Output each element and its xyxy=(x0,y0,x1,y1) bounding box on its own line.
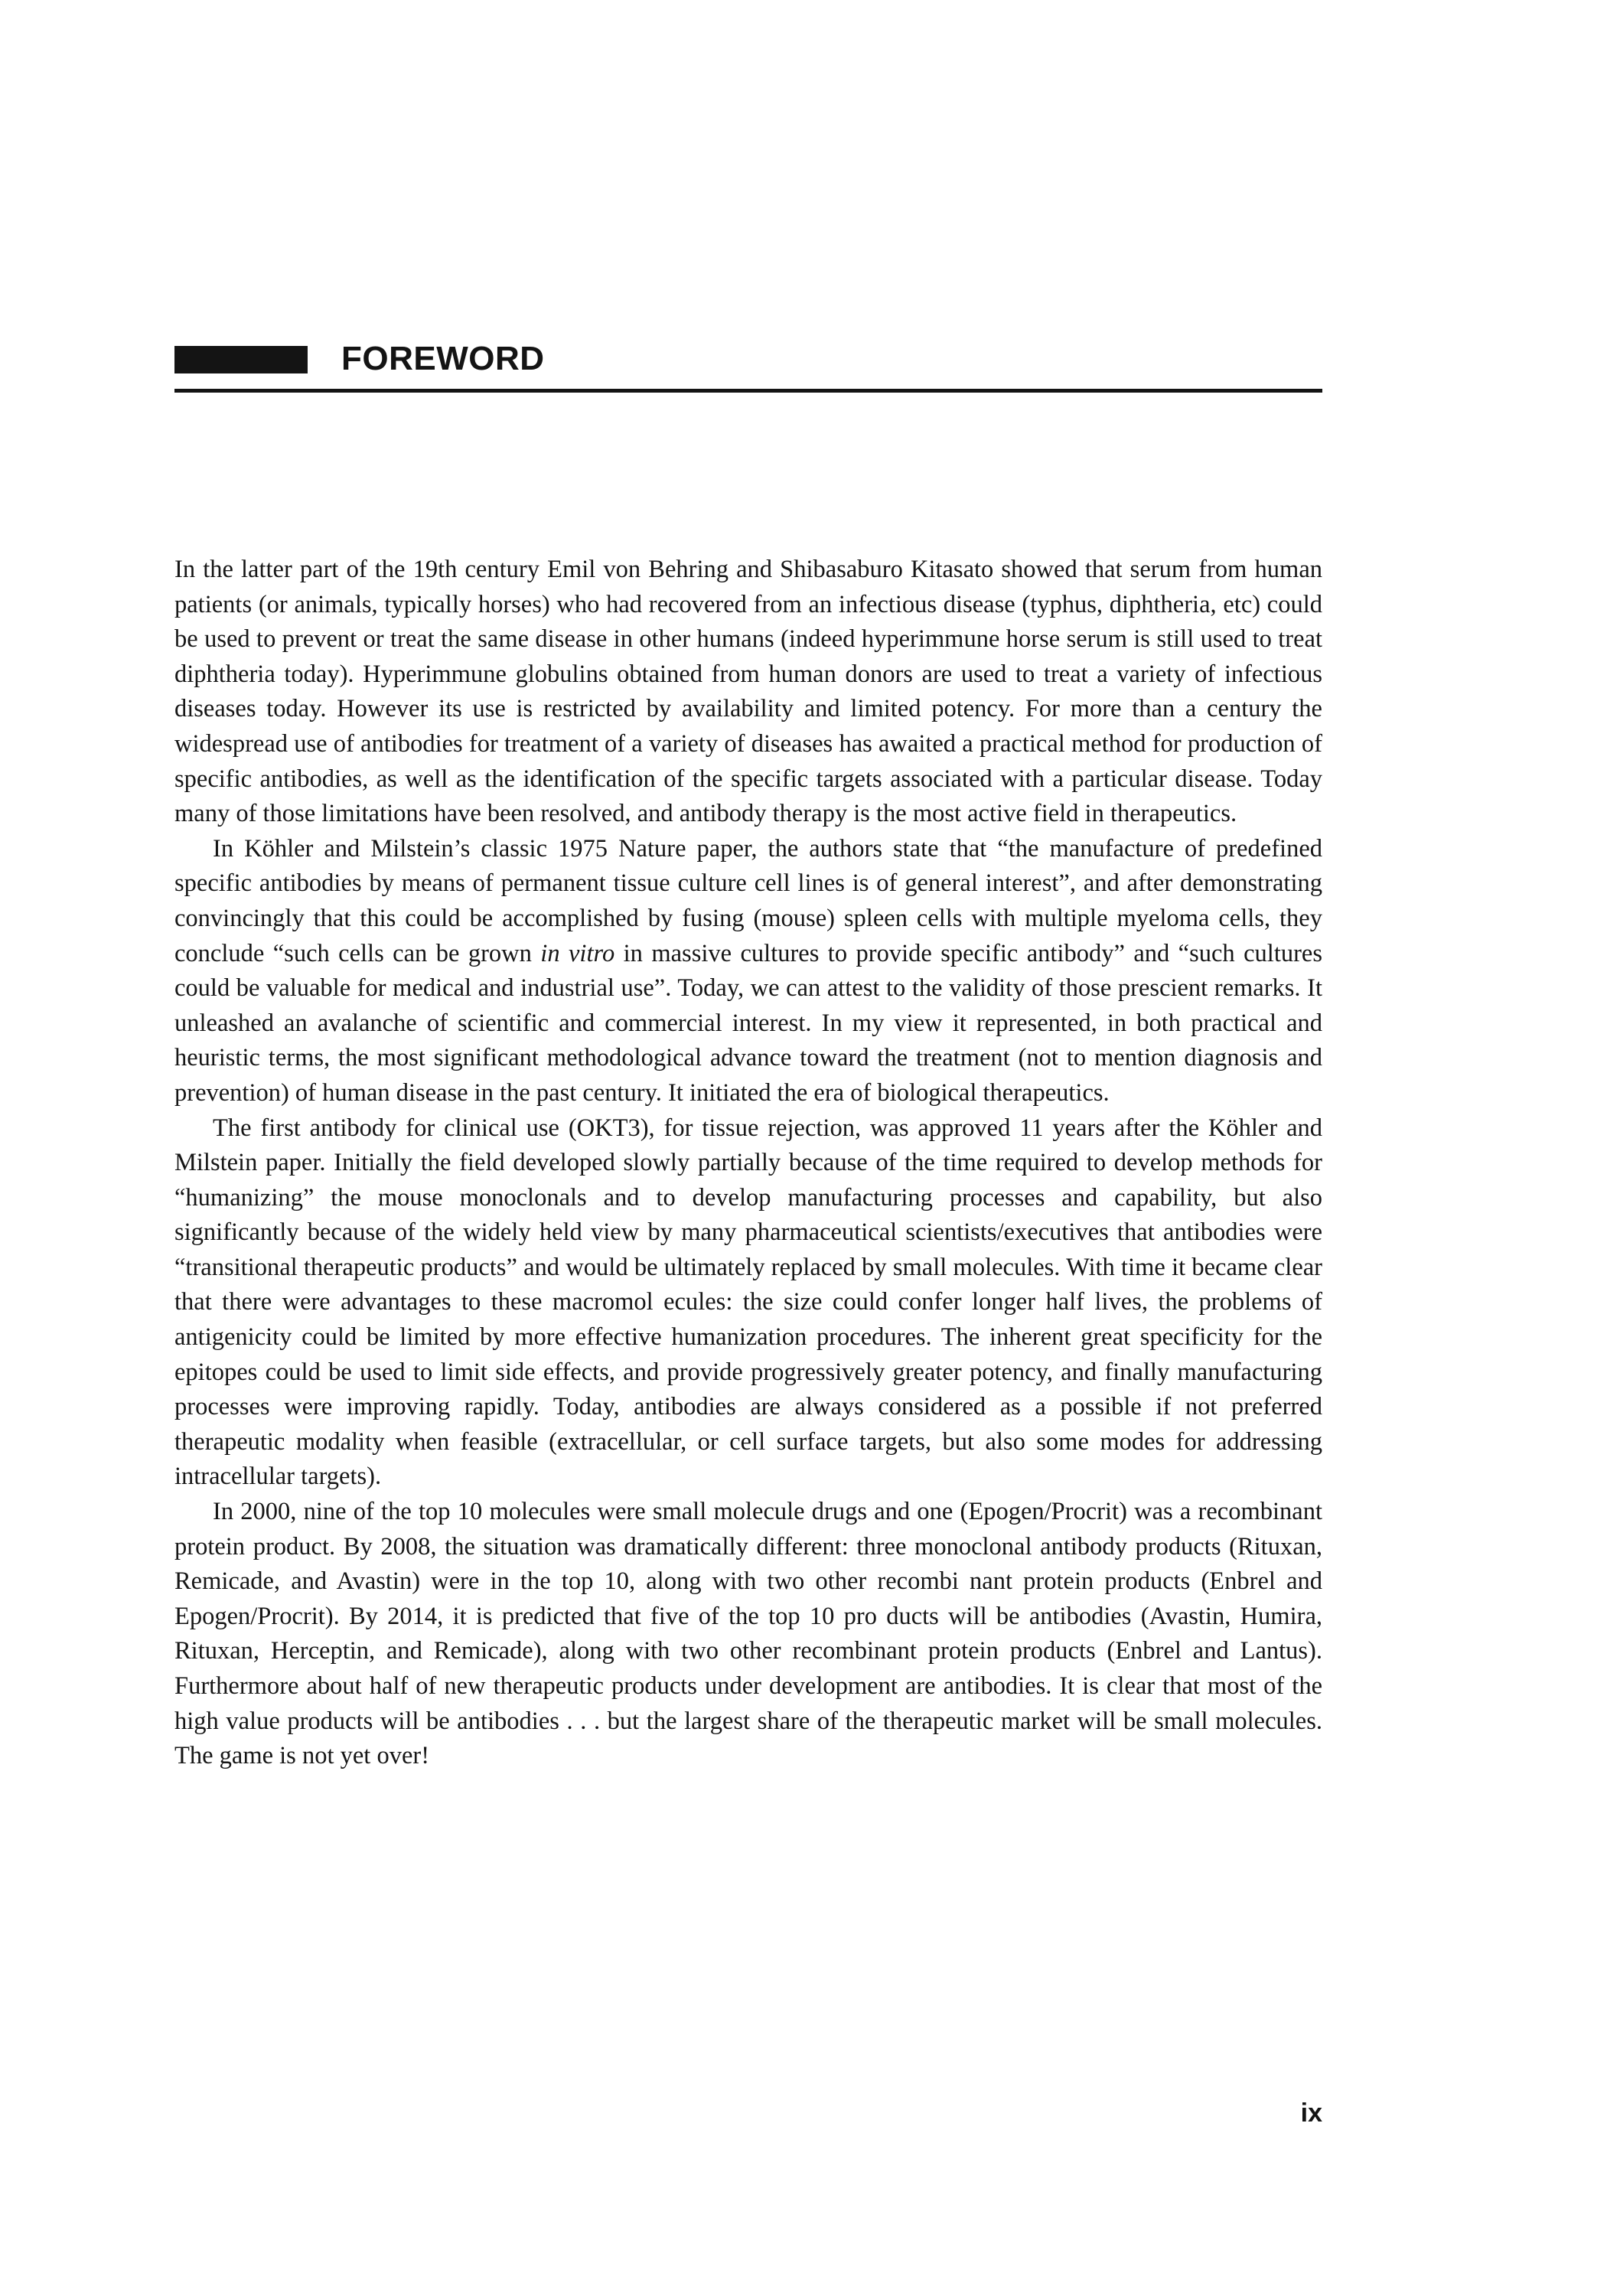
paragraph-2-text-end: in massive cultures to provide specific antibody” and “such cultures could be valuable for medical and industrial use”. Today, we can attest to the validity of those prescient remarks. It unleashed an avalanche of scientific and commercial interest. In my view it represented, in both practical and heuristic terms, the most significant methodological advance toward the treatment (not to mention diagnosis and prevention) of human disease in the past century. It initiated the era of biological therapeutics. xyxy=(174,939,1322,1107)
paragraph-3: The first antibody for clinical use (OKT3), for tissue rejection, was approved 11 years after the Köhler and Milstein paper. Initially the field developed slowly partially because of the time required to develop methods for “humanizing” the mouse monoclonals and to develop manufacturing processes and capability, but also significantly because of the widely held view by many pharmaceutical scientists/executives that antibodies were “transitional therapeutic products” and would be ultimately replaced by small molecules. With time it became clear that there were advantages to these macromol ecules: the size could confer longer half lives, the problems of antigenicity could be limited by more effective humanization procedures. The inherent great specificity for the epitopes could be used to limit side effects, and provide progressively greater potency, and finally manufacturing processes were improving rapidly. Today, antibodies are always considered as a possible if not preferred therapeutic modality when feasible (extracellular, or cell surface targets, but also some modes for addressing intracellular targets). xyxy=(174,1114,1322,1491)
header-rule xyxy=(174,389,1322,393)
paragraph-1: In the latter part of the 19th century Emil von Behring and Shibasaburo Kitasato showed that serum from human patients (or animals, typically horses) who had recovered from an infectious disease (typhus, diphtheria, etc) could be used to prevent or treat the same disease in other humans (indeed hyperimmune horse serum is still used to treat diphtheria today). Hyperimmune globulins obtained from human donors are used to treat a variety of infectious diseases today. However its use is restricted by availability and limited potency. For more than a century the widespread use of antibodies for treatment of a variety of diseases has awaited a practical method for production of specific antibodies, as well as the identification of the specific targets associated with a particular disease. Today many of those limitations have been resolved, and antibody therapy is the most active field in therapeutics. xyxy=(174,556,1322,828)
paragraph-2-text-start: In Köhler and Milstein’s classic 1975 Nature paper, the authors state that “the manufacture of predefined specific antibodies by means of permanent tissue culture cell lines is of general interest”, and after demonstrating convincingly that this could be accomplished by fusing (mouse) spleen cells with multiple myeloma cells, they conclude “such cells can be grown xyxy=(174,834,1322,967)
foreword-body xyxy=(174,553,1322,1774)
header-bar-decoration xyxy=(174,346,308,373)
paragraph-4: In 2000, nine of the top 10 molecules were small molecule drugs and one (Epogen/Procrit) was a recombinant protein product. By 2008, the situation was dramatically different: three monoclonal antibody products (Rituxan, Remicade, and Avastin) were in the top 10, along with two other recombi nant protein products (Enbrel and Epogen/Procrit). By 2014, it is predicted that five of the top 10 pro ducts will be antibodies (Avastin, Humira, Rituxan, Herceptin, and Remicade), along with two other recombinant protein products (Enbrel and Lantus). Furthermore about half of new therapeutic products under development are antibodies. It is clear that most of the high value products will be antibodies . . . but the largest share of the therapeutic market will be small molecules. The game is not yet over! xyxy=(174,1498,1322,1770)
paragraph-2-italic: in vitro xyxy=(540,939,615,967)
chapter-header xyxy=(174,337,1322,392)
page-number: ix xyxy=(1300,2099,1322,2128)
chapter-title: FOREWORD xyxy=(341,340,545,377)
paragraph-2 xyxy=(174,832,1322,1111)
